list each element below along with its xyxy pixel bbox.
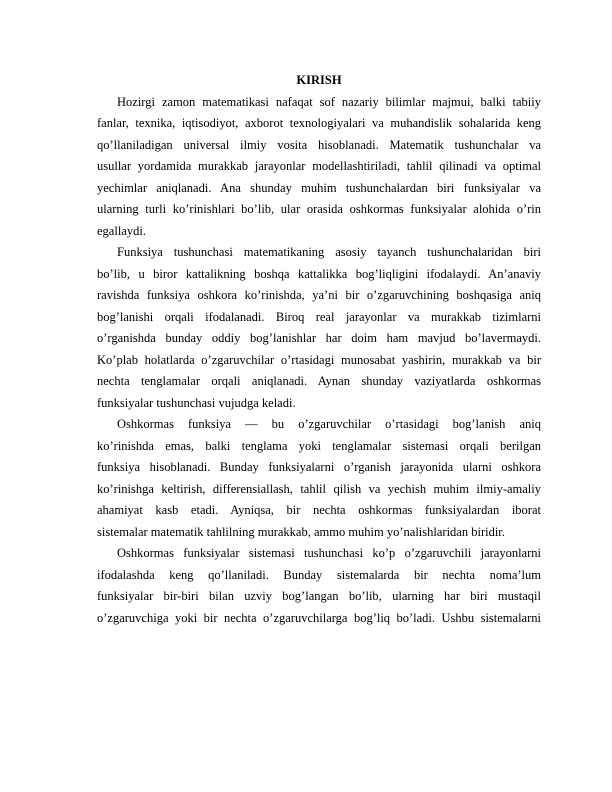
text-line: ahamiyat kasb etadi. Ayniqsa, bir nechta oshkormas funksiyalardan iborat <box>97 503 541 517</box>
text-line: egallaydi. <box>97 223 146 238</box>
text-line: funksiyalar bir-biri bilan uzviy bog’langan bo’lib, ularning har biri mustaqil <box>97 589 541 603</box>
text-line: ularning turli ko’rinishlari bo’lib, ular orasida oshkormas funksiyalar alohida o’rin <box>97 202 541 216</box>
text-line: Oshkormas funksiya — bu o’zgaruvchilar o’rtasidagi bog’lanish aniq <box>117 417 541 431</box>
text-line: nechta tenglamalar orqali aniqlanadi. Aynan shunday vaziyatlarda oshkormas <box>97 374 541 388</box>
text-line: Hozirgi zamon matematikasi nafaqat sof nazariy bilimlar majmui, balki tabiiy <box>117 94 541 109</box>
text-line: sistemalar matematik tahlilning murakkab, ammo muhim yo’nalishlaridan biridir. <box>97 524 505 539</box>
text-line: o’zgaruvchiga yoki bir nechta o’zgaruvchilarga bog’liq bo’ladi. Ushbu sistemalarni <box>97 610 541 625</box>
text-line: yechimlar aniqlanadi. Ana shunday muhim tushunchalardan biri funksiyalar va <box>97 180 541 195</box>
text-line: fanlar, texnika, iqtisodiyot, axborot texnologiyalari va muhandislik sohalarida keng <box>97 116 541 130</box>
text-line: Oshkormas funksiyalar sistemasi tushunchasi ko’p o’zgaruvchili jarayonlarni <box>117 546 541 560</box>
text-line: Ko’plab holatlarda o’zgaruvchilar o’rtasidagi munosabat yashirin, murakkab va bir <box>97 352 541 367</box>
text-line: funksiya hisoblanadi. Bunday funksiyalarni o’rganish jarayonida ularni oshkora <box>97 460 541 474</box>
text-line: bog’lanishi orqali ifodalanadi. Biroq real jarayonlar va murakkab tizimlarni <box>97 309 541 324</box>
text-line: ko’rinishda emas, balki tenglama yoki tenglamalar sistemasi orqali berilgan <box>97 438 541 453</box>
document-page <box>97 70 541 629</box>
paragraph <box>97 92 541 243</box>
text-line: ko’rinishga keltirish, differensiallash, tahlil qilish va yechish muhim ilmiy-amaliy <box>97 481 541 496</box>
paragraph <box>97 414 541 543</box>
text-line: ifodalashda keng qo’llaniladi. Bunday sistemalarda bir nechta noma’lum <box>97 567 541 582</box>
text-line: ravishda funksiya oshkora ko’rinishda, ya’ni bir o’zgaruvchining boshqasiga aniq <box>97 288 541 302</box>
document-body <box>97 92 541 630</box>
text-line: usullar yordamida murakkab jarayonlar modellashtiriladi, tahlil qilinadi va optimal <box>97 159 541 173</box>
text-line: o’rganishda bunday oddiy bog’lanishlar har doim ham mavjud bo’lavermaydi. <box>97 331 541 345</box>
text-line: Funksiya tushunchasi matematikaning asosiy tayanch tushunchalaridan biri <box>117 245 541 259</box>
text-line: bo’lib, u biror kattalikning boshqa kattalikka bog’liqligini ifodalaydi. An’anaviy <box>97 266 541 281</box>
text-line: funksiyalar tushunchasi vujudga keladi. <box>97 395 296 410</box>
section-title: KIRISH <box>296 73 342 87</box>
paragraph <box>97 242 541 414</box>
text-line: qo’llaniladigan universal ilmiy vosita hisoblanadi. Matematik tushunchalar va <box>97 137 541 152</box>
paragraph <box>97 543 541 629</box>
